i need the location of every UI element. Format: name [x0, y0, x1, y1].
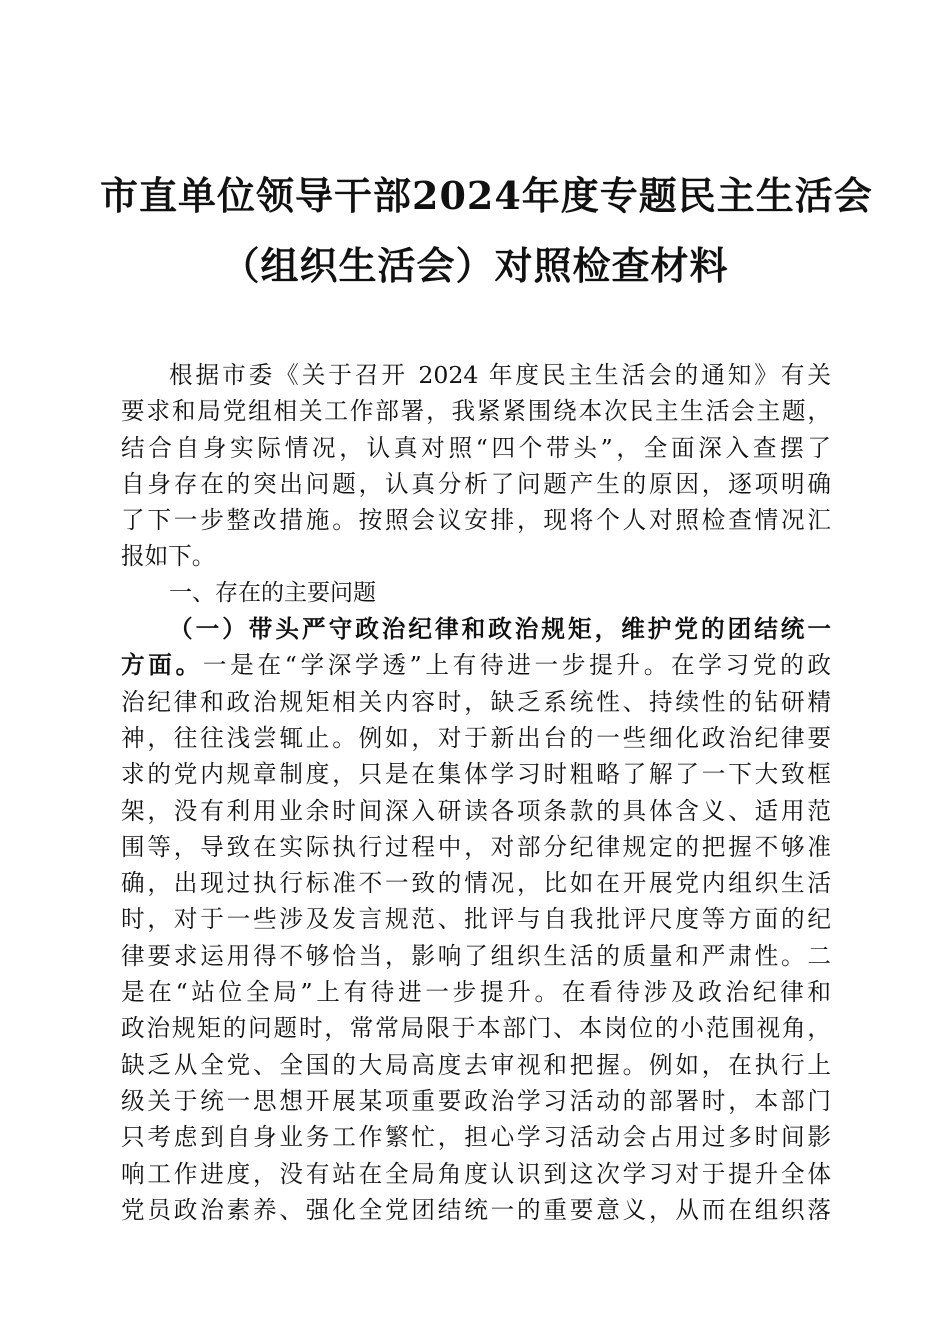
document-title-line-1: 市直单位领导干部2024年度专题民主生活会	[100, 173, 873, 218]
intro-paragraph-line: 根据市委《关于召开 2024 年度民主生活会的通知》有关	[169, 361, 831, 389]
subsection-heading-tail: 方面。	[121, 651, 203, 680]
body-paragraph-line: 级关于统一思想开展某项重要政治学习活动的部署时，本部门	[121, 1086, 831, 1115]
body-paragraph-line: 治纪律和政治规矩相关内容时，缺乏系统性、持续性的钻研精	[121, 687, 831, 716]
intro-paragraph-line: 结合自身实际情况，认真对照“四个带头”，全面深入查摆了	[121, 433, 831, 462]
body-paragraph-line: 围等，导致在实际执行过程中，对部分纪律规定的把握不够准	[121, 832, 831, 861]
section-heading: 一、存在的主要问题	[169, 579, 376, 606]
body-paragraph-line: 律要求运用得不够恰当，影响了组织生活的质量和严肃性。二	[121, 941, 831, 970]
body-paragraph-line: 架，没有利用业余时间深入研读各项条款的具体含义、适用范	[121, 796, 831, 825]
body-paragraph-line: 时，对于一些涉及发言规范、批评与自我批评尺度等方面的纪	[121, 905, 831, 934]
body-paragraph-line: 确，出现过执行标准不一致的情况，比如在开展党内组织生活	[121, 869, 831, 898]
body-paragraph-line: 神，往往浅尝辄止。例如，对于新出台的一些细化政治纪律要	[121, 723, 831, 752]
body-paragraph-line: 只考虑到自身业务工作繁忙，担心学习活动会占用过多时间影	[121, 1123, 831, 1152]
intro-paragraph-line: 要求和局党组相关工作部署，我紧紧围绕本次民主生活会主题，	[121, 397, 831, 426]
body-text: 一是在“学深学透”上有待进一步提升。在学习党的政	[202, 651, 832, 680]
subsection-heading: （一）带头严守政治纪律和政治规矩，维护党的团结统一	[169, 615, 831, 644]
document-body	[121, 357, 831, 1228]
body-paragraph-line: 响工作进度，没有站在全局角度认识到这次学习对于提升全体	[121, 1159, 831, 1188]
document-title-line-2: （组织生活会）对照检查材料	[221, 243, 729, 288]
intro-paragraph-line: 了下一步整改措施。按照会议安排，现将个人对照检查情况汇	[121, 506, 831, 535]
body-paragraph-line: 政治规矩的问题时，常常局限于本部门、本岗位的小范围视角，	[121, 1014, 831, 1043]
body-paragraph-line: 是在“站位全局”上有待进一步提升。在看待涉及政治纪律和	[121, 978, 831, 1007]
intro-paragraph-line: 报如下。	[121, 542, 216, 571]
intro-paragraph-line: 自身存在的突出问题，认真分析了问题产生的原因，逐项明确	[121, 469, 831, 498]
body-paragraph-line: 党员政治素养、强化全党团结统一的重要意义，从而在组织落	[121, 1195, 831, 1224]
body-paragraph-line: 缺乏从全党、全国的大局高度去审视和把握。例如，在执行上	[121, 1050, 831, 1079]
body-paragraph-line: 求的党内规章制度，只是在集体学习时粗略了解了一下大致框	[121, 760, 831, 789]
body-paragraph-line	[121, 647, 831, 683]
